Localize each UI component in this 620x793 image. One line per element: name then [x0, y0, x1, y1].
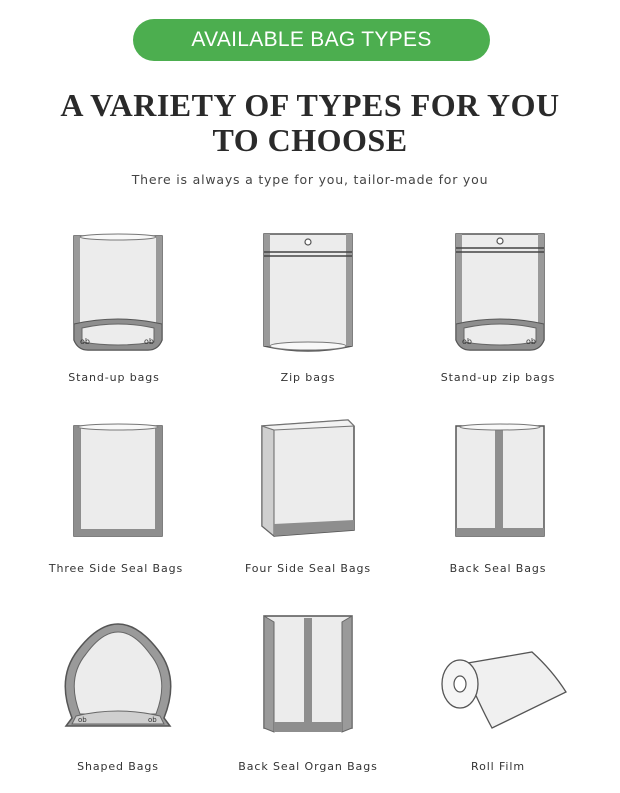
svg-text:ob: ob	[462, 337, 472, 346]
bag-label-three-side-seal: Three Side Seal Bags	[48, 562, 184, 575]
stand-up-bag-icon	[68, 228, 168, 356]
svg-text:ob: ob	[78, 716, 87, 724]
svg-text:ob: ob	[148, 716, 157, 724]
bag-label-roll-film: Roll Film	[471, 760, 525, 773]
bag-label-stand-up: Stand-up bags	[68, 371, 160, 384]
bag-label-four-side-seal: Four Side Seal Bags	[244, 562, 372, 575]
back-seal-organ-bag-icon	[258, 612, 358, 738]
roll-film-icon	[440, 650, 570, 730]
bag-label-back-seal: Back Seal Bags	[449, 562, 547, 575]
svg-text:ob: ob	[144, 337, 154, 346]
stand-up-zip-bag-icon	[450, 228, 550, 356]
svg-text:ob: ob	[80, 337, 90, 346]
bag-label-back-seal-organ: Back Seal Organ Bags	[238, 760, 378, 773]
bag-label-shaped: Shaped Bags	[77, 760, 159, 773]
title-line-1: A VARIETY OF TYPES FOR YOU	[60, 87, 560, 123]
shaped-bag-icon	[58, 618, 178, 738]
four-side-seal-bag-icon	[258, 418, 358, 542]
back-seal-bag-icon	[450, 420, 550, 542]
zip-bag-icon	[258, 228, 358, 356]
three-side-seal-bag-icon	[68, 420, 168, 542]
page-subtitle: There is always a type for you, tailor-made for you	[131, 172, 489, 187]
bag-label-stand-up-zip: Stand-up zip bags	[440, 371, 556, 384]
bag-label-zip: Zip bags	[280, 371, 336, 384]
title-line-2: TO CHOOSE	[212, 122, 408, 158]
svg-text:ob: ob	[526, 337, 536, 346]
page-title	[0, 88, 620, 158]
section-badge: AVAILABLE BAG TYPES	[133, 19, 490, 61]
